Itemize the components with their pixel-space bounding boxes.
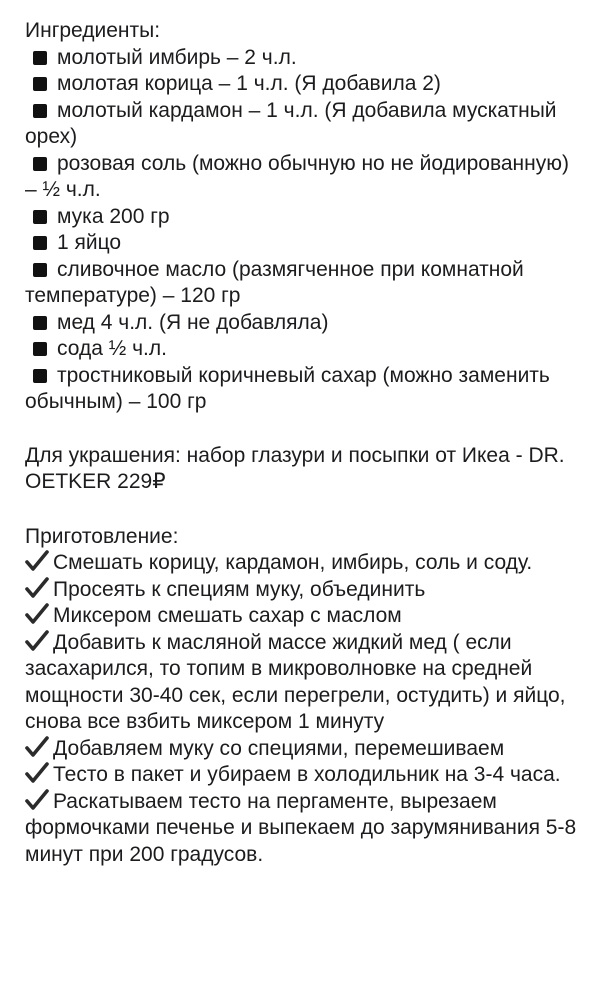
check-mark-icon <box>25 603 49 625</box>
ingredient-item: мука 200 гр <box>25 204 585 231</box>
ingredient-item: тростниковый коричневый сахар (можно заменить обычным) – 100 гр <box>25 363 550 413</box>
black-square-icon <box>33 263 47 277</box>
ingredient-item: молотый кардамон – 1 ч.л. (Я добавила мускатный орех) <box>25 98 557 148</box>
preparation-step: Добавляем муку со специями, перемешиваем <box>25 736 585 763</box>
ingredient-item: сода ½ ч.л. <box>25 336 585 363</box>
black-square-icon <box>33 342 47 356</box>
black-square-icon <box>33 77 47 91</box>
ingredient-item: молотый имбирь – 2 ч.л. <box>25 45 585 72</box>
ingredients-title: Ингредиенты: <box>25 19 161 42</box>
black-square-icon <box>33 104 47 118</box>
preparation-step: Раскатываем тесто на пергаменте, вырезаем формочками печенье и выпекаем до зарумянивания 5-8 минут при 200 градусов. <box>25 789 577 866</box>
preparation-step: Добавить к масляной массе жидкий мед ( если засахарился, то топим в микроволновке на средней мощности 30-40 сек, если перегрели, остудить) и яйцо, снова все взбить миксером 1 минуту <box>25 630 566 733</box>
preparation-step: Тесто в пакет и убираем в холодильник на 3-4 часа. <box>25 762 585 789</box>
check-mark-icon <box>25 736 49 758</box>
black-square-icon <box>33 157 47 171</box>
ingredient-item: мед 4 ч.л. (Я не добавляла) <box>25 310 585 337</box>
black-square-icon <box>33 210 47 224</box>
check-mark-icon <box>25 762 49 784</box>
preparation-step: Просеять к специям муку, объединить <box>25 577 585 604</box>
black-square-icon <box>33 316 47 330</box>
decoration-note: Для украшения: набор глазури и посыпки от Икеа - DR. OETKER 229₽ <box>25 443 565 493</box>
preparation-step: Миксером смешать сахар с маслом <box>25 603 585 630</box>
preparation-title: Приготовление: <box>25 524 179 548</box>
ingredient-item: розовая соль (можно обычную но не йодированную) – ½ ч.л. <box>25 151 569 201</box>
black-square-icon <box>33 369 47 383</box>
ingredient-item: сливочное масло (размягченное при комнатной температуре) – 120 гр <box>25 257 524 307</box>
check-mark-icon <box>25 577 49 599</box>
ingredient-item: молотая корица – 1 ч.л. (Я добавила 2) <box>25 71 585 98</box>
check-mark-icon <box>25 789 49 811</box>
ingredient-item: 1 яйцо <box>25 230 585 257</box>
check-mark-icon <box>25 550 49 572</box>
black-square-icon <box>33 236 47 250</box>
preparation-step: Смешать корицу, кардамон, имбирь, соль и соду. <box>25 550 585 577</box>
preparation-steps <box>25 550 585 868</box>
ingredients-list <box>25 45 585 416</box>
check-mark-icon <box>25 630 49 652</box>
black-square-icon <box>33 51 47 65</box>
recipe-document <box>25 18 585 868</box>
